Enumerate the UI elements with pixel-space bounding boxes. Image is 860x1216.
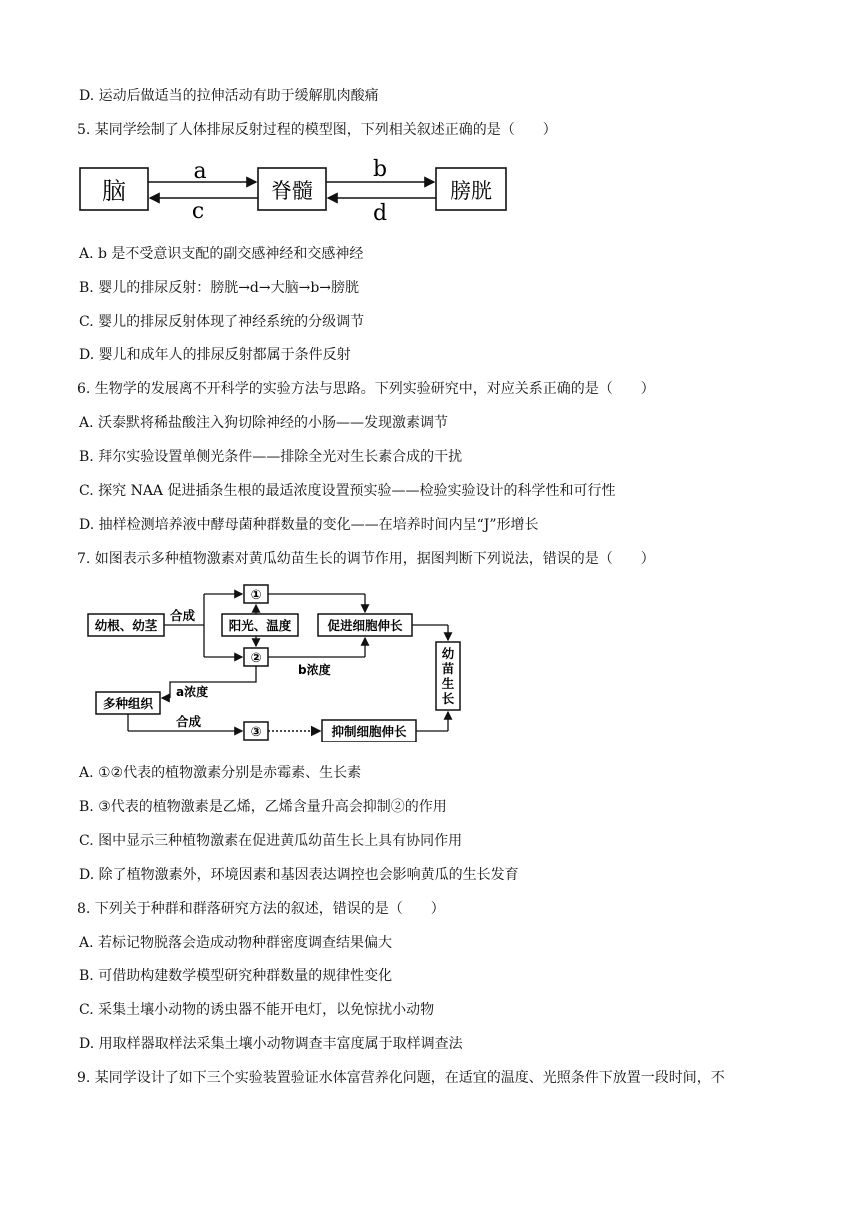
brain-label: 脑 xyxy=(102,177,126,205)
hormone-1-label: ① xyxy=(250,588,262,603)
q5-option-a: A. b 是不受意识支配的副交感神经和交感神经 xyxy=(79,246,364,262)
reflex-diagram xyxy=(78,156,518,228)
question-6: 6. 生物学的发展离不开科学的实验方法与思路。下列实验研究中，对应关系正确的是（ ） xyxy=(77,381,655,397)
seedling-char-3: 生 xyxy=(441,676,455,691)
hormone-2-label: ② xyxy=(250,651,262,666)
question-7: 7. 如图表示多种植物激素对黄瓜幼苗生长的调节作用，据图判断下列说法，错误的是（ ） xyxy=(77,551,655,567)
q5-option-c: C. 婴儿的排尿反射体现了神经系统的分级调节 xyxy=(79,314,365,330)
q8-option-d: D. 用取样器取样法采集土壤小动物调查丰富度属于取样调查法 xyxy=(79,1036,463,1052)
a-concentration-label: a浓度 xyxy=(176,685,209,699)
q6-option-a: A. 沃泰默将稀盐酸注入狗切除神经的小肠——发现激素调节 xyxy=(79,415,449,431)
hormone-diagram xyxy=(86,582,486,742)
q6-option-c: C. 探究 NAA 促进插条生根的最适浓度设置预实验——检验实验设计的科学性和可行性 xyxy=(79,483,616,499)
hormone-3-label: ③ xyxy=(250,725,262,740)
q8-option-b: B. 可借助构建数学模型研究种群数量的规律性变化 xyxy=(79,968,393,984)
inhibit-elongation-label: 抑制细胞伸长 xyxy=(331,724,407,739)
question-8: 8. 下列关于种群和群落研究方法的叙述，错误的是（ ） xyxy=(77,901,445,917)
question-9: 9. 某同学设计了如下三个实验装置验证水体富营养化问题，在适宜的温度、光照条件下放置一段时间，不 xyxy=(77,1070,725,1086)
q7-option-a: A. ①②代表的植物激素分别是赤霉素、生长素 xyxy=(79,765,362,781)
q4-option-d: D. 运动后做适当的拉伸活动有助于缓解肌肉酸痛 xyxy=(79,88,379,104)
environment-label: 阳光、温度 xyxy=(228,618,292,633)
q8-option-a: A. 若标记物脱落会造成动物种群密度调查结果偏大 xyxy=(79,935,393,951)
q7-option-b: B. ③代表的植物激素是乙烯，乙烯含量升高会抑制②的作用 xyxy=(79,799,447,815)
tissues-label: 多种组织 xyxy=(102,696,154,711)
synthesis-label-1: 合成 xyxy=(170,608,196,623)
label-a: a xyxy=(193,159,207,184)
b-concentration-label: b浓度 xyxy=(298,663,331,677)
label-d: d xyxy=(372,201,388,226)
spinal-cord-label: 脊髓 xyxy=(271,179,313,203)
question-5: 5. 某同学绘制了人体排尿反射过程的模型图，下列相关叙述正确的是（ ） xyxy=(77,122,557,138)
promote-elongation-label: 促进细胞伸长 xyxy=(327,618,403,633)
label-b: b xyxy=(372,157,388,182)
q7-option-d: D. 除了植物激素外，环境因素和基因表达调控也会影响黄瓜的生长发育 xyxy=(79,867,519,883)
q5-option-d: D. 婴儿和成年人的排尿反射都属于条件反射 xyxy=(79,347,351,363)
q7-option-c: C. 图中显示三种植物激素在促进黄瓜幼苗生长上具有协同作用 xyxy=(79,833,463,849)
q6-option-d: D. 抽样检测培养液中酵母菌种群数量的变化——在培养时间内呈“J”形增长 xyxy=(79,517,539,533)
seedling-char-1: 幼 xyxy=(441,646,455,661)
label-c: c xyxy=(191,199,205,224)
q6-option-b: B. 拜尔实验设置单侧光条件——排除全光对生长素合成的干扰 xyxy=(79,449,463,465)
seedling-char-4: 长 xyxy=(441,691,455,706)
seedling-char-2: 苗 xyxy=(441,661,455,676)
q8-option-c: C. 采集土壤小动物的诱虫器不能开电灯，以免惊扰小动物 xyxy=(79,1002,435,1018)
synthesis-label-2: 合成 xyxy=(176,714,202,729)
bladder-label: 膀胱 xyxy=(450,179,492,203)
q5-option-b: B. 婴儿的排尿反射：膀胱→d→大脑→b→膀胱 xyxy=(79,280,360,296)
root-stem-label: 幼根、幼茎 xyxy=(94,618,158,633)
